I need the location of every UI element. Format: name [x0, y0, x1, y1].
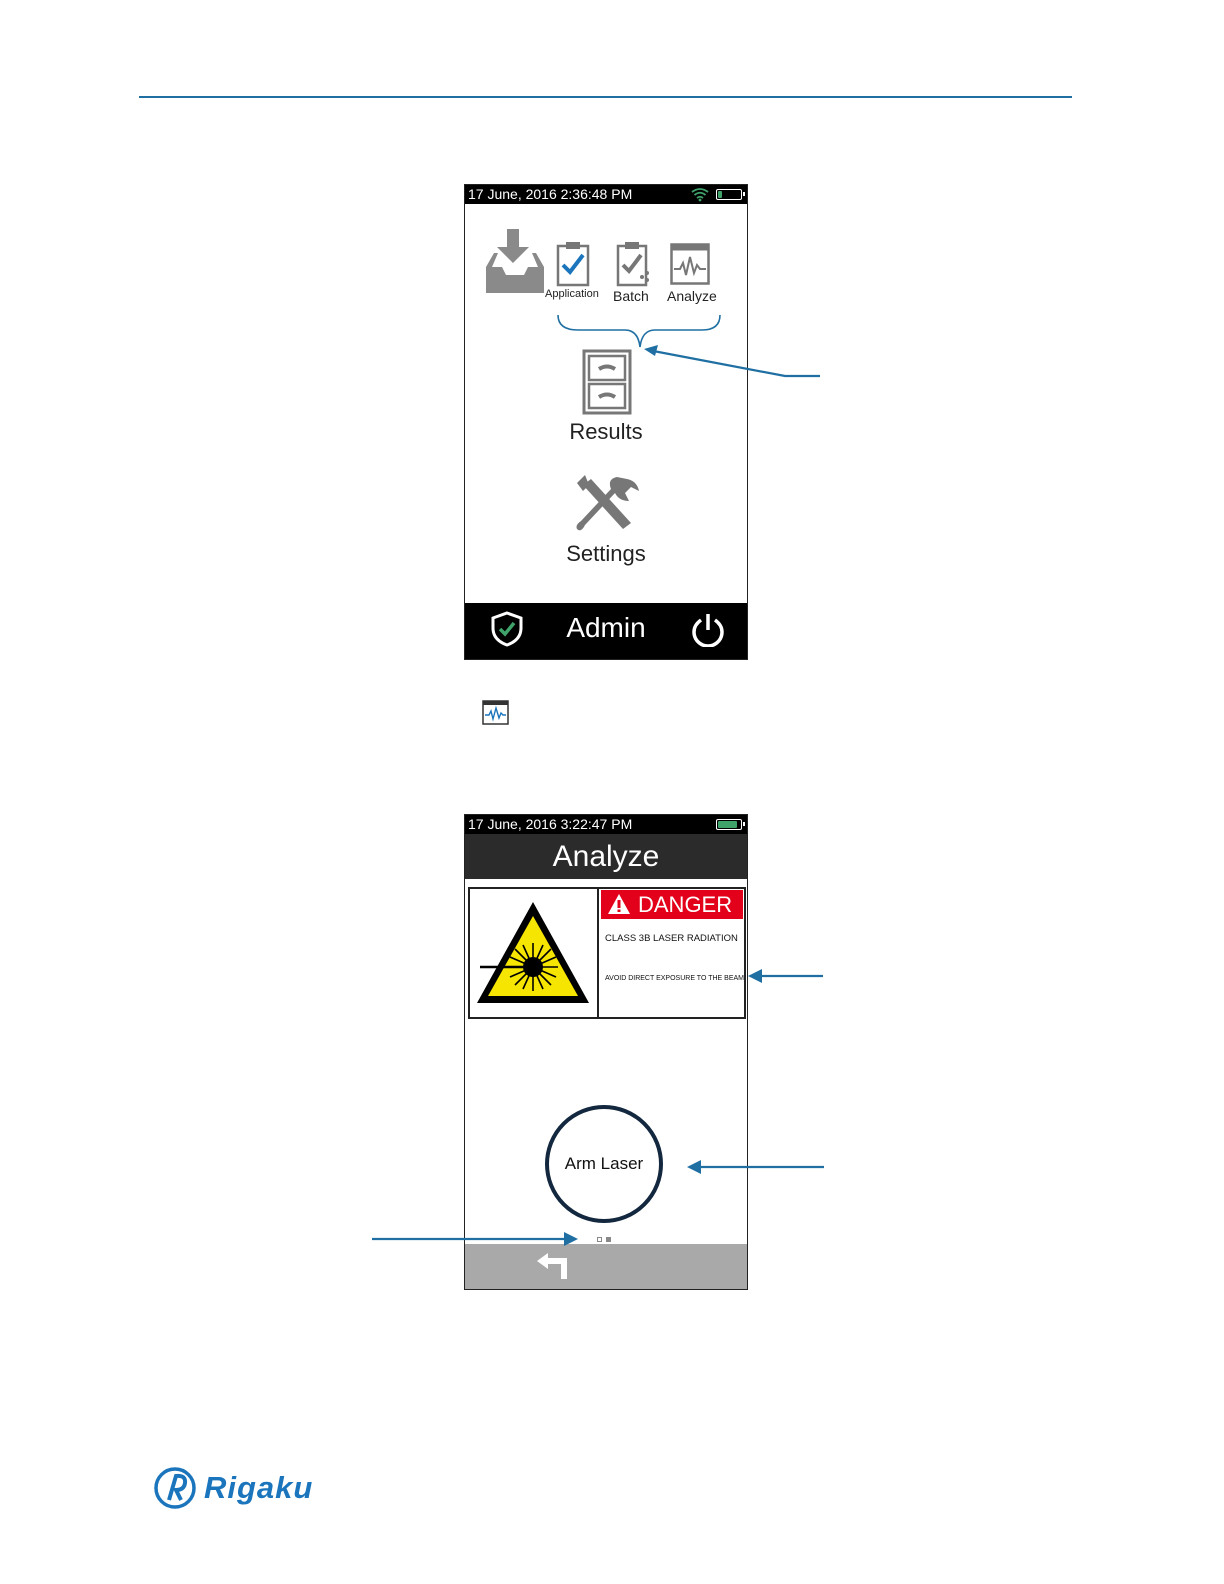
results-label: Results — [569, 419, 643, 444]
tools-icon — [575, 475, 641, 537]
laser-class-text: CLASS 3B LASER RADIATION — [605, 933, 738, 944]
page-indicator-dot[interactable] — [606, 1237, 611, 1242]
bottom-nav-bar — [465, 1244, 747, 1289]
page-title: Analyze — [465, 834, 747, 879]
exposure-warning-text: AVOID DIRECT EXPOSURE TO THE BEAM — [605, 975, 744, 982]
analyze-spectrum-icon — [670, 243, 710, 285]
power-icon[interactable] — [691, 611, 725, 647]
application-clipboard-icon — [556, 241, 590, 287]
analyze-spectrum-icon — [482, 700, 509, 725]
status-bar — [465, 815, 747, 834]
analyze-screen — [464, 814, 748, 1290]
battery-icon — [716, 819, 742, 830]
status-time: 17 June, 2016 2:36:48 PM — [468, 186, 633, 202]
status-bar — [465, 185, 747, 204]
batch-clipboard-icon — [616, 241, 652, 287]
page-indicator-dot[interactable] — [597, 1237, 602, 1242]
status-time: 17 June, 2016 3:22:47 PM — [468, 816, 633, 832]
danger-banner — [601, 890, 743, 919]
callout-arrow — [745, 966, 825, 986]
laser-warning-label — [468, 887, 746, 1019]
wifi-icon — [691, 187, 709, 202]
rigaku-logo — [154, 1466, 364, 1517]
callout-arrow — [370, 1229, 582, 1249]
warning-triangle-icon — [607, 893, 631, 915]
bottom-bar — [465, 603, 747, 659]
application-button[interactable] — [543, 241, 603, 303]
callout-arrow — [684, 1157, 826, 1177]
header-rule — [139, 96, 1072, 98]
analyze-button[interactable] — [663, 243, 721, 305]
inbox-download-icon[interactable] — [484, 227, 546, 293]
batch-button[interactable] — [605, 241, 661, 303]
user-label: Admin — [566, 612, 646, 643]
settings-label: Settings — [566, 541, 646, 566]
arm-laser-button[interactable]: Arm Laser — [545, 1105, 663, 1223]
laser-hazard-icon — [474, 899, 592, 1007]
file-cabinet-icon — [582, 349, 632, 415]
batch-label: Batch — [613, 288, 649, 304]
back-arrow-icon[interactable] — [535, 1252, 571, 1280]
battery-icon — [716, 189, 742, 200]
brand-name: Rigaku — [204, 1470, 314, 1505]
callout-arrow — [640, 342, 822, 382]
danger-heading: DANGER — [638, 892, 733, 917]
application-label: Application — [545, 288, 599, 300]
laser-hazard-panel — [470, 889, 599, 1017]
analyze-label: Analyze — [667, 288, 717, 304]
home-screen — [464, 184, 748, 660]
